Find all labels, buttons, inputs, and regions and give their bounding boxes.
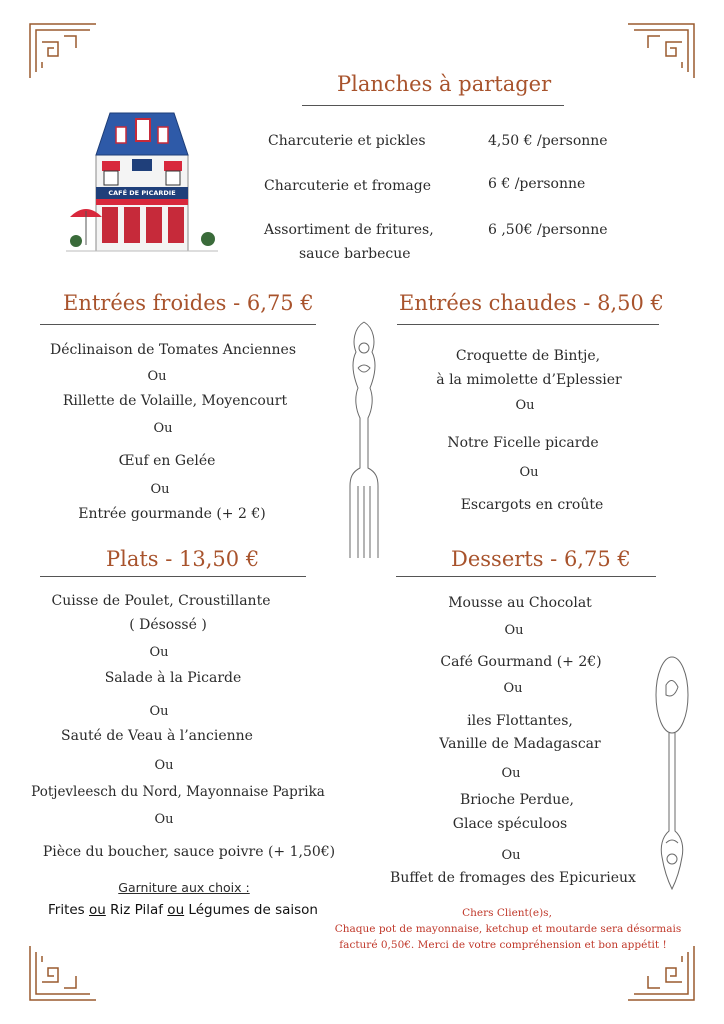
cafe-sign: CAFÉ DE PICARDIE	[108, 189, 176, 197]
or-separator: Ou	[154, 758, 174, 773]
entrees-chaudes-title: Entrées chaudes - 8,50 €	[399, 291, 664, 315]
menu-item: Glace spéculoos	[452, 816, 568, 832]
planche-item-name: Assortiment de fritures,	[264, 222, 434, 238]
planche-item-price: 6 € /personne	[488, 176, 586, 192]
menu-item: Potjevleesch du Nord, Mayonnaise Paprika	[31, 784, 325, 800]
desserts-title: Desserts - 6,75 €	[451, 547, 631, 571]
planche-item-name: Charcuterie et pickles	[268, 133, 426, 149]
notice-text-line: Chaque pot de mayonnaise, ketchup et moutarde sera désormais	[334, 923, 682, 935]
cafe-de-picardie-illustration	[66, 105, 218, 255]
plats-divider	[40, 576, 306, 577]
or-separator: Ou	[150, 482, 170, 497]
corner-ornament-top-left	[28, 22, 98, 80]
or-separator: Ou	[501, 848, 521, 863]
entrees-froides-divider	[40, 324, 316, 325]
planches-title: Planches à partager	[337, 72, 552, 96]
menu-item: Rillette de Volaille, Moyencourt	[62, 393, 288, 409]
or-separator: Ou	[149, 645, 169, 660]
or-separator: Ou	[519, 465, 539, 480]
corner-ornament-bottom-left	[28, 944, 98, 1002]
or-separator: Ou	[153, 421, 173, 436]
menu-item: Pièce du boucher, sauce poivre (+ 1,50€)	[42, 844, 336, 860]
fork-illustration	[344, 318, 384, 566]
menu-item: Entrée gourmande (+ 2 €)	[78, 506, 266, 522]
planche-item-name: Charcuterie et fromage	[264, 178, 431, 194]
garniture-option: Légumes de saison	[184, 902, 319, 918]
or-separator: Ou	[503, 681, 523, 696]
or-separator: Ou	[515, 398, 535, 413]
spoon-illustration	[652, 655, 692, 897]
menu-item: Croquette de Bintje,	[455, 348, 601, 364]
garniture-or: ou	[167, 902, 185, 918]
or-separator: Ou	[154, 812, 174, 827]
garniture-or: ou	[89, 902, 106, 918]
menu-item: à la mimolette d’Eplessier	[436, 372, 622, 388]
menu-item: Escargots en croûte	[460, 497, 604, 513]
planches-divider	[302, 105, 564, 106]
planche-item-price: 4,50 € /personne	[488, 133, 608, 149]
or-separator: Ou	[147, 369, 167, 384]
menu-item: ( Désossé )	[129, 617, 207, 633]
planche-item-name-line2: sauce barbecue	[299, 246, 411, 262]
menu-item: Vanille de Madagascar	[439, 736, 601, 752]
or-separator: Ou	[149, 704, 169, 719]
menu-item: Buffet de fromages des Epicurieux	[390, 870, 636, 886]
menu-item: Déclinaison de Tomates Anciennes	[49, 342, 297, 358]
menu-item: Œuf en Gelée	[118, 453, 216, 469]
garniture-option: Frites	[47, 902, 90, 918]
garniture-option: Riz Pilaf	[105, 902, 168, 918]
corner-ornament-top-right	[626, 22, 696, 80]
menu-item: Sauté de Veau à l’ancienne	[61, 728, 253, 744]
menu-item: Café Gourmand (+ 2€)	[440, 654, 602, 670]
menu-item: Brioche Perdue,	[460, 792, 574, 808]
or-separator: Ou	[501, 766, 521, 781]
menu-item: Salade à la Picarde	[104, 670, 242, 686]
desserts-divider	[396, 576, 656, 577]
menu-item: Notre Ficelle picarde	[447, 435, 599, 451]
menu-item: Mousse au Chocolat	[448, 595, 592, 611]
entrees-chaudes-divider	[397, 324, 659, 325]
garniture-options	[48, 902, 318, 918]
entrees-froides-title: Entrées froides - 6,75 €	[63, 291, 314, 315]
menu-item: iles Flottantes,	[467, 713, 573, 729]
planche-item-price: 6 ,50€ /personne	[488, 222, 608, 238]
notice-text-line: facturé 0,50€. Merci de votre compréhension et bon appétit !	[339, 939, 667, 951]
garniture-title: Garniture aux choix :	[118, 880, 250, 895]
or-separator: Ou	[504, 623, 524, 638]
menu-item: Cuisse de Poulet, Croustillante	[51, 593, 271, 609]
notice-greeting: Chers Client(e)s,	[462, 907, 552, 919]
plats-title: Plats - 13,50 €	[106, 547, 260, 571]
